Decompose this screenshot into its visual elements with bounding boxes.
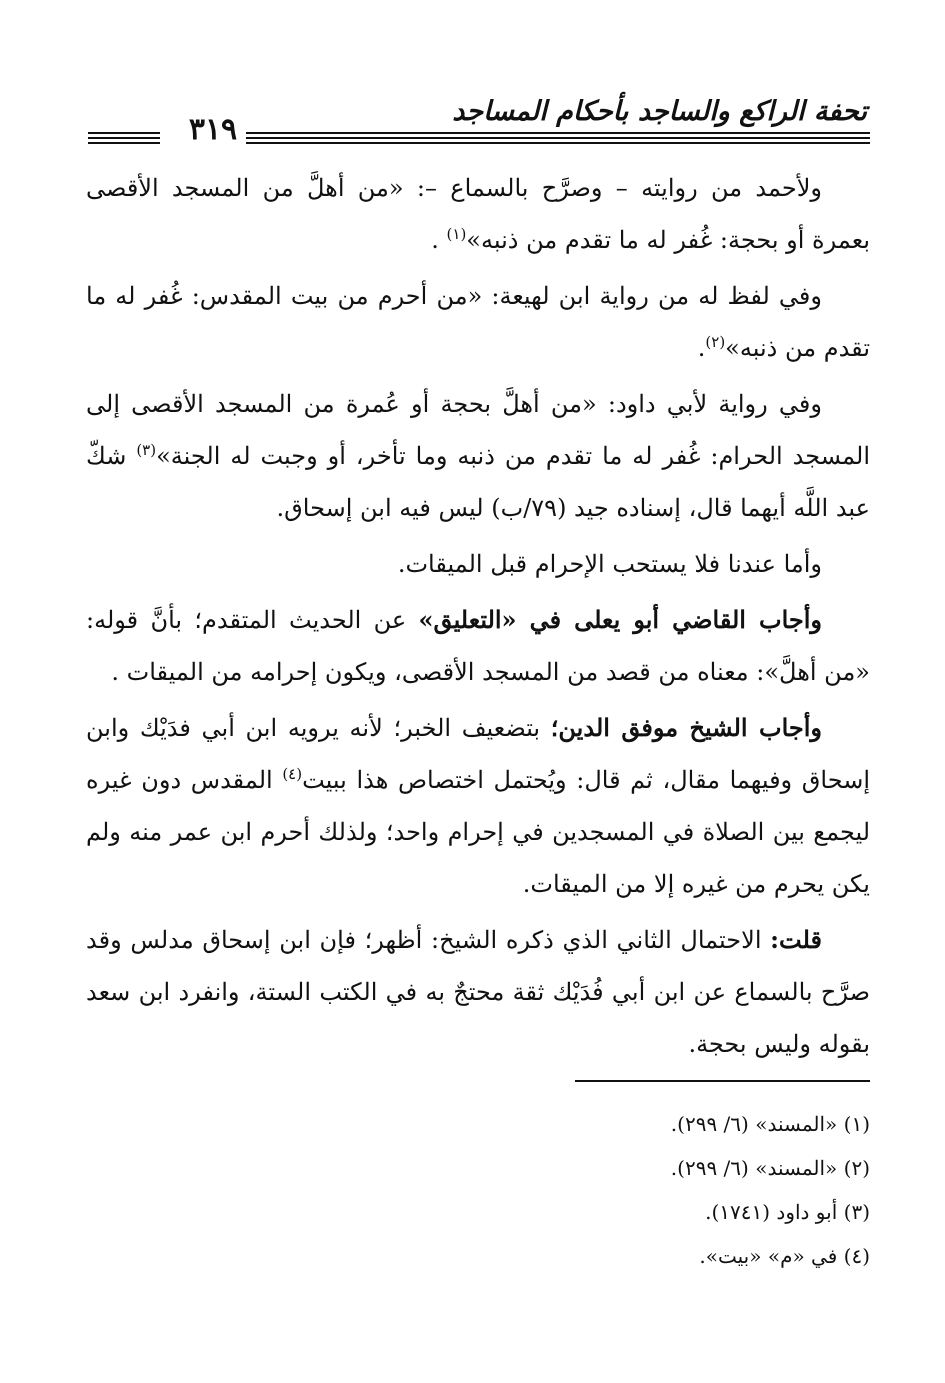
paragraph-bold-lead: قلت: (770, 925, 822, 954)
footnote-ref: (٣) (136, 441, 157, 459)
footnote-ref: (١) (446, 225, 467, 243)
footnote-ref: (٤) (282, 765, 303, 783)
footnote-ref: (٢) (705, 333, 726, 351)
footnote-1: (١) «المسند» (٦/ ٢٩٩). (670, 1112, 870, 1136)
paragraph-text: وفي لفظ له من رواية ابن لهيعة: «من أحرم من بيت المقدس: غُفر له ما تقدم من ذنبه» (86, 282, 870, 362)
main-text (86, 162, 870, 1074)
paragraph-bold-lead: وأجاب القاضي أبو يعلى في «التعليق» (418, 605, 822, 634)
header-rule-right-1 (246, 132, 870, 134)
paragraph-text: وأما عندنا فلا يستحب الإحرام قبل الميقات. (397, 550, 822, 578)
paragraph-text: بتضعيف الخبر؛ لأنه يرويه ابن أبي فدَيْك وابن إسحاق وفيهما مقال، ثم قال: ويُحتمل اختصاص هذا ببيت (86, 714, 870, 794)
paragraph-bold-lead: وأجاب الشيخ موفق الدين؛ (550, 713, 822, 742)
paragraph-2 (86, 270, 870, 374)
paragraph-text: ولأحمد من روايته – وصرَّح بالسماع –: «من أهلَّ من المسجد الأقصى بعمرة أو بحجة: غُفر له ما تقدم من ذنبه» (86, 174, 870, 254)
paragraph-tail: المقدس دون غيره ليجمع بين الصلاة في المسجدين في إحرام واحد؛ ولذلك أحرم ابن عمر منه ولم يكن يحرم من غيره إلا من الميقات. (86, 766, 871, 898)
paragraph-tail: . (697, 334, 706, 362)
header-rule-left-2 (88, 137, 160, 139)
paragraph-6 (86, 702, 870, 910)
page-number: ٣١٩ (188, 112, 238, 147)
running-header-title: تحفة الراكع والساجد بأحكام المساجد (452, 96, 867, 127)
footnote-3: (٣) أبو داود (١٧٤١). (705, 1200, 870, 1224)
header-rule-right-3 (246, 142, 870, 144)
paragraph-3 (86, 378, 870, 534)
footnote-separator (575, 1080, 870, 1082)
paragraph-text: عن الحديث المتقدم؛ بأنَّ قوله: «من أهلَّ»: معناه من قصد من المسجد الأقصى، ويكون إحرامه من الميقات . (86, 606, 870, 686)
header-rule-left-3 (88, 142, 160, 144)
footnote-2: (٢) «المسند» (٦/ ٢٩٩). (670, 1156, 870, 1180)
paragraph-4 (86, 538, 870, 590)
paragraph-7 (86, 914, 870, 1070)
paragraph-text: الاحتمال الثاني الذي ذكره الشيخ: أظهر؛ فإن ابن إسحاق مدلس وقد صرَّح بالسماع عن ابن أبي فُدَيْك ثقة محتجٌ به في الكتب الستة، وانفرد ابن سعد بقوله وليس بحجة. (86, 926, 870, 1058)
paragraph-5 (86, 594, 870, 698)
paragraph-tail: شكّ عبد اللَّه أيهما قال، إسناده جيد (٧٩/ب) ليس فيه ابن إسحاق. (86, 442, 870, 522)
paragraph-1 (86, 162, 870, 266)
paragraph-tail: . (431, 226, 447, 254)
header-rule-left-1 (88, 132, 160, 134)
footnotes (86, 1102, 870, 1278)
footnote-4: (٤) في «م» «بيت». (699, 1244, 870, 1268)
header-rule-right-2 (246, 137, 870, 139)
paragraph-text: وفي رواية لأبي داود: «من أهلَّ بحجة أو عُمرة من المسجد الأقصى إلى المسجد الحرام: غُفر له ما تقدم من ذنبه وما تأخر، أو وجبت له الجنة» (86, 390, 871, 470)
